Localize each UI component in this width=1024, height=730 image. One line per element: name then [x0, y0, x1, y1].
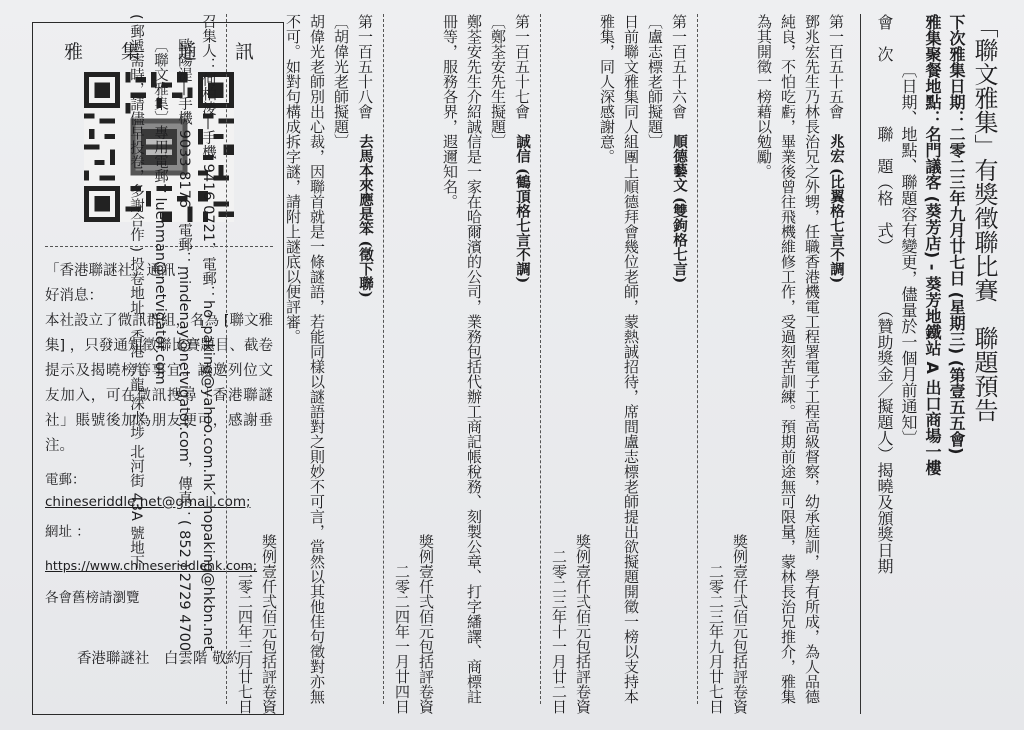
session-divider — [383, 14, 384, 704]
session-157-date: 二零二四年一月廿四日 — [393, 564, 411, 714]
session-157-prize: 獎例壹仟弍佰元包括評卷資 — [417, 534, 435, 714]
session-156-title: 第一百五十六會 順德藝文 (雙鉤格七言) — [670, 14, 688, 284]
next-date: 下次雅集日期：二零二三年九月廿七日 (星期三) (第壹五五會) — [947, 14, 966, 455]
session-158-desc: 胡偉光老師別出心裁，因聯首就是一條謎語，若能同樣以謎語對之則妙不可言，當然以其他佳句徵對亦無不可。如對句構成拆字謎，請附上謎底以便評審。 — [284, 14, 326, 704]
convener-2: 歐陽湜—手機 9033 8176，電郵：mindenay@netvigator.com，傳真：( 852 ) 2729 4700 — [176, 38, 192, 652]
session-158-title: 第一百五十八會 去馬本來應是笨 (徵下聯) — [356, 14, 374, 298]
dedicated-email: 〔聯文雅集〕專用電郵：luenman@netvigator.com — [152, 38, 168, 385]
page-title: 「聯文雅集」有獎徵聯比賽 聯題預告 — [970, 14, 998, 422]
notice-body: 本社設立了微訊群組，名為 [聯文雅集] ，只發通知徵聯比賽題目、截卷提示及揭曉榜等事宜。誠邀列位文友加入，可在微訊搜尋「香港聯謎社」賬號後加為朋友便可，感謝垂注。 — [45, 313, 273, 454]
session-156-desc: 日前聯文雅集同人組團上順德拜會幾位老師，蒙熱誠招待，席間盧志標老師提出欲擬題開徵一榜以支持本雅集，同人深感謝意。 — [598, 14, 640, 704]
good-news-label: 好消息： — [45, 288, 103, 304]
session-155-title: 第一百五十五會 兆宏 (比翼格七言不調) — [827, 14, 845, 284]
notice-intro: 「香港聯謎社」通訊： — [45, 263, 190, 279]
session-156-prize: 獎例壹仟弍佰元包括評卷資 — [574, 534, 592, 714]
convener-1: 召集人：何柏淩—手機 9416 0721，電郵：ho_paking@yahoo.com.hk、hopaking@hkbn.net — [200, 14, 216, 652]
columns-header: 會 次 聯 題（格 式） （贊助獎金／擬題人）揭曉及頒獎日期 — [875, 14, 894, 574]
wechat-box-title: 雅 集 通 訊 — [63, 41, 271, 63]
session-divider — [697, 14, 698, 704]
email-label: 電郵： — [45, 472, 86, 488]
venue-note: 〔日期、地點、聯題容有變更，儘量於一個月前通知〕 — [899, 62, 918, 446]
session-157-title: 第一百五十七會 誠信 (鶴頂格七言不調) — [513, 14, 531, 284]
signoff: 香港聯謎社 白雲階 敬約 — [76, 651, 242, 667]
session-divider — [540, 14, 541, 704]
session-158-setter: 〔胡偉光老師擬題〕 — [332, 14, 350, 149]
session-155-prize: 獎例壹仟弍佰元包括評卷資 — [731, 534, 749, 714]
session-157-desc: 鄭荃安先生介紹誠信是一家在哈爾濱的公司，業務包括代辦工商記帳稅務、刻製公章、打字繙譯、商標註冊等，服務各界，遐邇知名。 — [441, 14, 483, 704]
postal-address: ( 郵遞需時，請儘早投卷，多謝合作 ) 投卷地址：香港 九龍 深水埗 北河街 43A 號地下 — [128, 14, 144, 570]
site-link[interactable]: https://www.chineseriddlehk.com; — [45, 558, 258, 573]
session-158-prize: 獎例壹仟弍佰元包括評卷資 — [260, 534, 278, 714]
session-155-desc: 鄧兆宏先生乃林長治兄之外甥，任職香港機電工程署電子工程高級督察，幼承庭訓，學有所成，為人品德純良，不怕吃虧，畢業後曾往飛機維修工作，受過刻苦訓練。預期前途無可限量，蒙林長治兄推介，雅集為其開徵一榜藉以勉勵。 — [755, 14, 821, 704]
session-155-date: 二零二三年九月廿七日 — [707, 564, 725, 714]
session-157-setter: 〔鄭荃安先生擬題〕 — [489, 14, 507, 149]
site-label: 網址 ： — [45, 524, 90, 540]
session-158-date: 二零二四年三月廿七日 — [236, 564, 254, 714]
session-divider — [226, 14, 227, 704]
venue: 雅集聚餐地點：名門議客 (葵芳店) - 葵芳地鐵站 A 出口商場一樓 — [923, 14, 942, 476]
session-156-setter: 〔盧志標老師擬題〕 — [646, 14, 664, 149]
email-link[interactable]: chineseriddle.net@gmail.com; — [45, 494, 251, 510]
browse-note: 各會舊榜請瀏覽 — [45, 590, 140, 606]
header-divider — [860, 14, 861, 714]
session-156-date: 二零二三年十一月廿二日 — [550, 549, 568, 714]
